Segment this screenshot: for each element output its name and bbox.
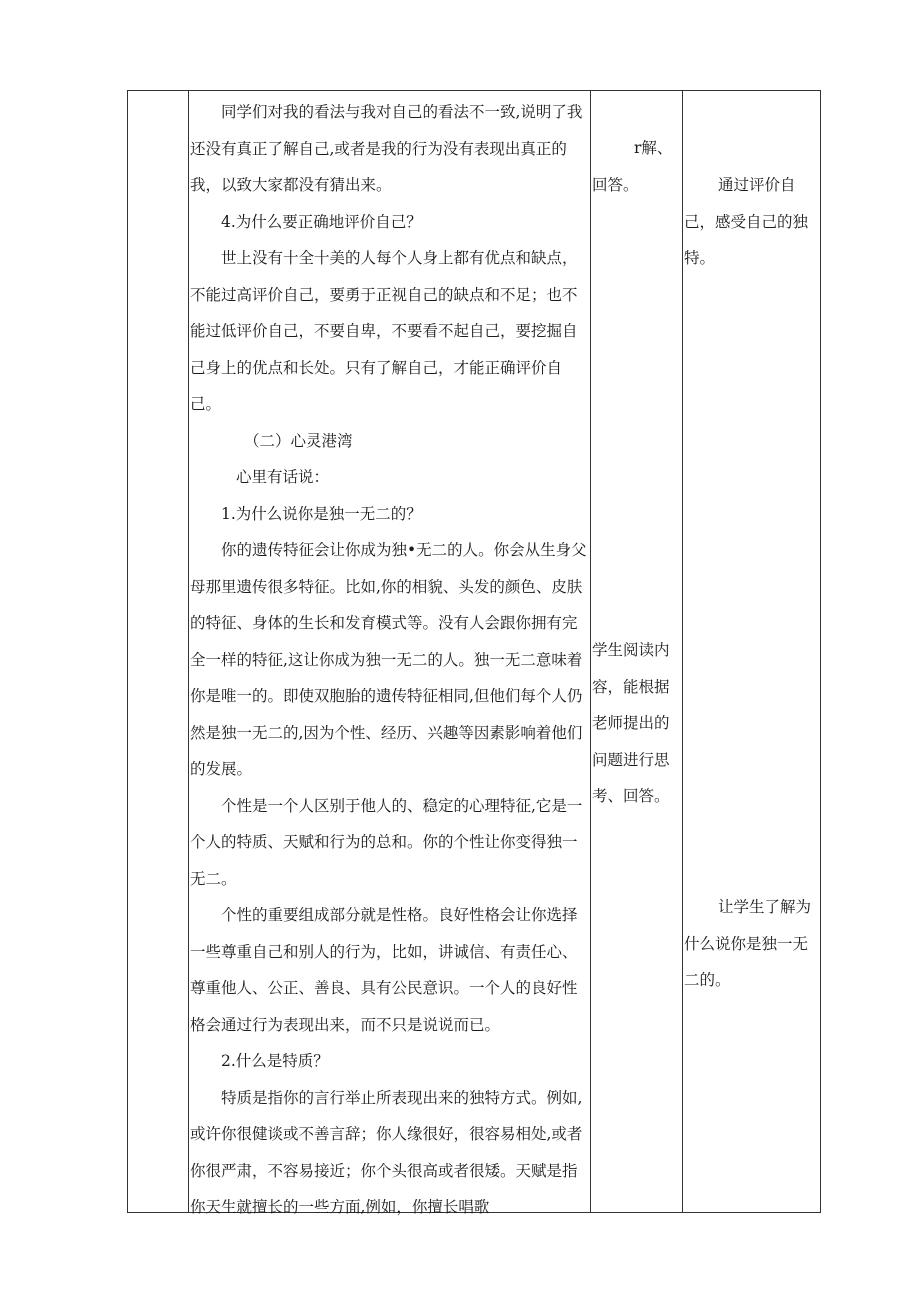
question-heading: 4.为什么要正确地评价自己？ <box>221 212 422 231</box>
column-divider <box>682 91 683 1212</box>
section-heading: （二）心灵港湾 <box>244 431 353 450</box>
subsection-heading: 心里有话说： <box>236 468 330 486</box>
content-paragraph: 同学们对我的看法与我对自己的看法不一致,说明了我还没有真正了解自己,或者是我的行为没有表现出真正的我，以致大家都没有猜出来。 <box>190 103 583 194</box>
lesson-plan-table <box>127 90 821 1216</box>
design-intent-text: 让学生了解为什么说你是独一无二的。 <box>684 898 812 989</box>
design-intent-cell <box>684 889 818 999</box>
teaching-content-cell <box>190 94 590 1226</box>
content-paragraph: 特质是指你的言行举止所表现出来的独特方式。例如,或许你很健谈或不善言辞；你人缘很好，很容易相处,或者你很严肃，不容易接近；你个头很高或者很矮。天赋是指你天生就擅长的一些方面,例如，你擅长唱歌 <box>190 1088 583 1216</box>
content-paragraph: 世上没有十全十美的人每个人身上都有优点和缺点，不能过高评价自己，要勇于正视自己的缺点和不足；也不能过低评价自己，不要自卑，不要看不起自己，要挖掘自己身上的优点和长处。只有了解自己，才能正确评价自己。 <box>190 249 578 413</box>
content-paragraph: 你的遗传特征会让你成为独•无二的人。你会从生身父母那里遗传很多特征。比如,你的相貌、头发的颜色、皮肤的特征、身体的生长和发育模式等。没有人会跟你拥有完全一样的特征,这让你成为独一无二的人。独一无二意味着你是唯一的。即使双胞胎的遗传特征相同,但他们每个人仍然是独一无二的,因为个性、经历、兴趣等因素影响着他们的发展。 <box>190 541 587 778</box>
design-intent-cell <box>684 167 818 277</box>
student-activity-cell <box>592 632 682 815</box>
content-paragraph: 个性的重要组成部分就是性格。良好性格会让你选择一些尊重自己和别人的行为，比如，讲诚信、有责任心、尊重他人、公正、善良、具有公民意识。一个人的良好性格会通过行为表现出来，而不只是说说而已。 <box>190 906 578 1034</box>
column-divider <box>590 91 591 1212</box>
column-divider <box>188 91 189 1212</box>
student-activity-text: 学生阅读内容，能根据老师提出的问题进行思考、回答。 <box>592 641 670 805</box>
student-activity-cell <box>592 130 682 203</box>
question-heading: 1.为什么说你是独一无二的？ <box>221 504 422 523</box>
question-heading: 2.什么是特质？ <box>221 1052 329 1070</box>
content-paragraph: 个性是一个人区别于他人的、稳定的心理特征,它是一个人的特质、天赋和行为的总和。你的个性让你变得独一无二。 <box>190 796 583 888</box>
design-intent-text: 通过评价自己，感受自己的独特。 <box>684 176 809 267</box>
student-activity-text: r解、回答。 <box>592 139 673 194</box>
